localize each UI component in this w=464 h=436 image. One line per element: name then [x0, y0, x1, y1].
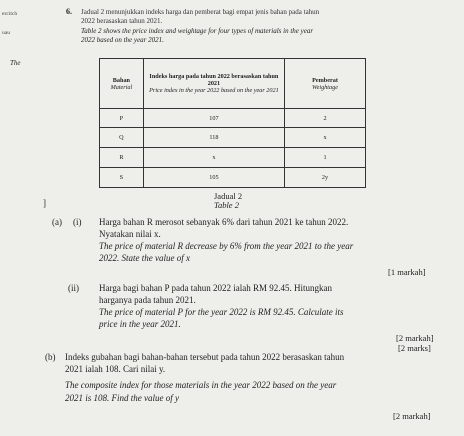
question-b-ms-line2: 2021 ialah 108. Cari nilai y.	[65, 364, 166, 374]
cell-index: x	[143, 148, 284, 168]
cell-weight: 2	[285, 109, 366, 128]
header-material-ms: Bahan	[112, 76, 130, 84]
question-a-ii-ms-line2: harganya pada tahun 2021.	[99, 295, 196, 305]
header-material	[100, 59, 144, 109]
margin-bracket: ]	[43, 198, 46, 208]
header-weight-en: Weightage	[312, 83, 338, 91]
intro-ms-line1: Jadual 2 menunjukkan indeks harga dan pemberat bagi empat jenis bahan pada tahun	[81, 8, 320, 16]
table-caption-ms: Jadual 2	[214, 191, 243, 201]
marks-a-ii-ms: [2 markah]	[396, 333, 434, 343]
question-a-ii-label: (ii)	[68, 283, 79, 293]
cell-weight: x	[285, 128, 366, 148]
cell-index: 105	[143, 168, 284, 188]
header-index-en: Price index in the year 2022 based on the year 2021	[149, 87, 279, 94]
marks-b: [2 markah]	[393, 411, 431, 421]
cell-weight: 1	[285, 148, 366, 168]
intro-en-line1: Table 2 shows the price index and weightage for four types of materials in the year	[81, 27, 314, 35]
marks-a-ii-en: [2 marks]	[398, 343, 431, 353]
question-a-i-ms-line2: Nyatakan nilai x.	[99, 229, 161, 239]
margin-text: uau	[2, 30, 11, 36]
header-index-ms: Indeks harga pada tahun 2022 berasaskan tahun 2021	[149, 73, 279, 87]
question-a-ii-ms-line1: Harga bagi bahan P pada tahun 2022 ialah RM 92.45. Hitungkan	[99, 283, 332, 293]
margin-text: The	[10, 59, 21, 67]
header-material-en: Material	[110, 83, 133, 91]
table-row	[100, 168, 366, 188]
question-b-label: (b)	[45, 352, 56, 362]
cell-material: P	[100, 109, 144, 128]
intro-en-line2: 2022 based on the year 2021.	[81, 36, 164, 44]
price-index-table	[99, 58, 366, 188]
question-a-i-en-line1: The price of material R decrease by 6% from the year 2021 to the year	[99, 241, 354, 251]
question-a-ii-en-line1: The price of material P for the year 2022 is RM 92.45. Calculate its	[99, 307, 344, 317]
question-a-i-label: (i)	[73, 217, 82, 227]
question-a-i-en-line2: 2022. State the value of x	[99, 253, 190, 263]
question-number: 6.	[66, 7, 72, 16]
question-a-label: (a)	[52, 217, 62, 227]
table-row	[100, 128, 366, 148]
question-b-ms-line1: Indeks gubahan bagi bahan-bahan tersebut pada tahun 2022 berasaskan tahun	[65, 352, 345, 362]
table-caption-en: Table 2	[214, 200, 239, 210]
cell-index: 118	[143, 128, 284, 148]
cell-index: 107	[143, 109, 284, 128]
cell-material: Q	[100, 128, 144, 148]
question-b-en-line1: The composite index for those materials in the year 2022 based on the year	[65, 380, 337, 390]
margin-text: ercitch	[2, 11, 18, 17]
question-a-ii-en-line2: price in the year 2021.	[99, 319, 181, 329]
question-a-i-ms-line1: Harga bahan R merosot sebanyak 6% dari tahun 2021 ke tahun 2022.	[99, 217, 349, 227]
intro-ms-line2: 2022 berasaskan tahun 2021.	[81, 17, 163, 25]
table-row	[100, 109, 366, 128]
marks-a-i: [1 markah]	[388, 267, 426, 277]
question-b-en-line2: 2021 is 108. Find the value of y	[65, 393, 179, 403]
cell-material: S	[100, 168, 144, 188]
cell-material: R	[100, 148, 144, 168]
header-weight	[285, 59, 366, 109]
cell-weight: 2y	[285, 168, 366, 188]
table-row	[100, 148, 366, 168]
header-index	[143, 59, 284, 109]
table-header-row	[100, 59, 366, 109]
header-weight-ms: Pemberat	[312, 76, 338, 84]
